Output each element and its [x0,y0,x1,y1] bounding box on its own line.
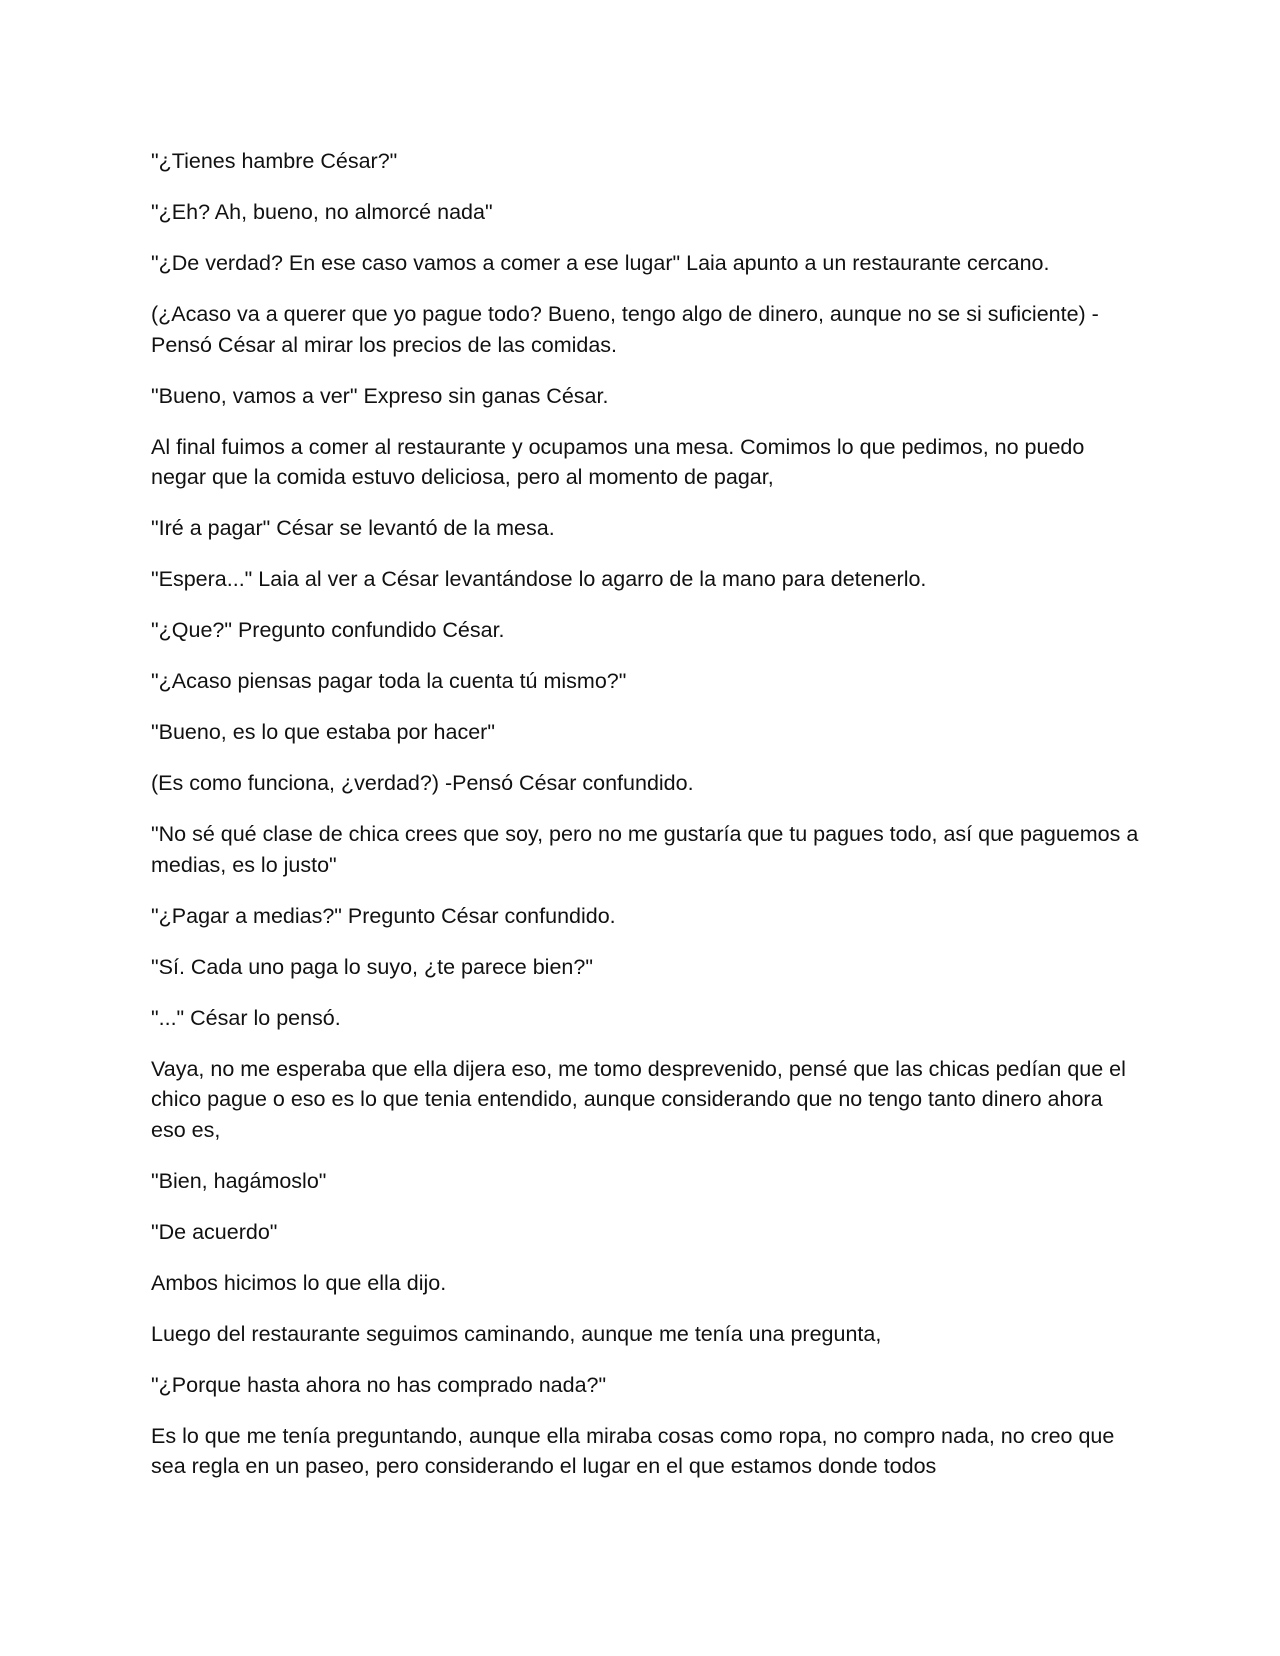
paragraph: "Bueno, vamos a ver" Expreso sin ganas César. [151,383,609,408]
paragraph: "¿Tienes hambre César?" [151,149,398,173]
paragraph: Vaya, no me esperaba que ella dijera eso, me tomo desprevenido, pensé que las chicas pedían que el chico pague o eso es lo que tenia entendido, aunque considerando que no tengo tanto dinero ahora eso es, [151,1056,1126,1142]
paragraph: "Iré a pagar" César se levantó de la mesa. [151,516,555,540]
paragraph: "¿Acaso piensas pagar toda la cuenta tú mismo?" [151,669,627,693]
paragraph: (Es como funciona, ¿verdad?) -Pensó César confundido. [151,771,694,795]
paragraph: Ambos hicimos lo que ella dijo. [151,1270,447,1295]
paragraph: "No sé qué clase de chica crees que soy, pero no me gustaría que tu pagues todo, así que paguemos a medias, es lo justo" [151,822,1139,877]
paragraph: "Sí. Cada uno paga lo suyo, ¿te parece bien?" [151,954,593,979]
paragraph: (¿Acaso va a querer que yo pague todo? Bueno, tengo algo de dinero, aunque no se si suficiente) -Pensó César al mirar los precios de las comidas. [151,302,1099,357]
paragraph: "De acuerdo" [151,1219,278,1244]
paragraph: "Bien, hagámoslo" [151,1168,327,1193]
paragraph: "¿Pagar a medias?" Pregunto César confundido. [151,903,616,928]
paragraph: "Bueno, es lo que estaba por hacer" [151,720,495,744]
paragraph: "¿Eh? Ah, bueno, no almorcé nada" [151,200,493,224]
paragraph: "¿Que?" Pregunto confundido César. [151,618,505,642]
document-page [151,146,1141,1502]
paragraph: Al final fuimos a comer al restaurante y ocupamos una mesa. Comimos lo que pedimos, no puedo negar que la comida estuvo deliciosa, pero al momento de pagar, [151,434,1085,489]
paragraph: Es lo que me tenía preguntando, aunque ella miraba cosas como ropa, no compro nada, no creo que sea regla en un paseo, pero considerando el lugar en el que estamos donde todos [151,1423,1115,1478]
paragraph: "¿De verdad? En ese caso vamos a comer a ese lugar" Laia apunto a un restaurante cercano. [151,251,1050,275]
paragraph: "¿Porque hasta ahora no has comprado nada?" [151,1372,607,1397]
paragraph: "Espera..." Laia al ver a César levantándose lo agarro de la mano para detenerlo. [151,567,927,591]
paragraph: "..." César lo pensó. [151,1005,341,1030]
paragraph: Luego del restaurante seguimos caminando, aunque me tenía una pregunta, [151,1321,882,1346]
